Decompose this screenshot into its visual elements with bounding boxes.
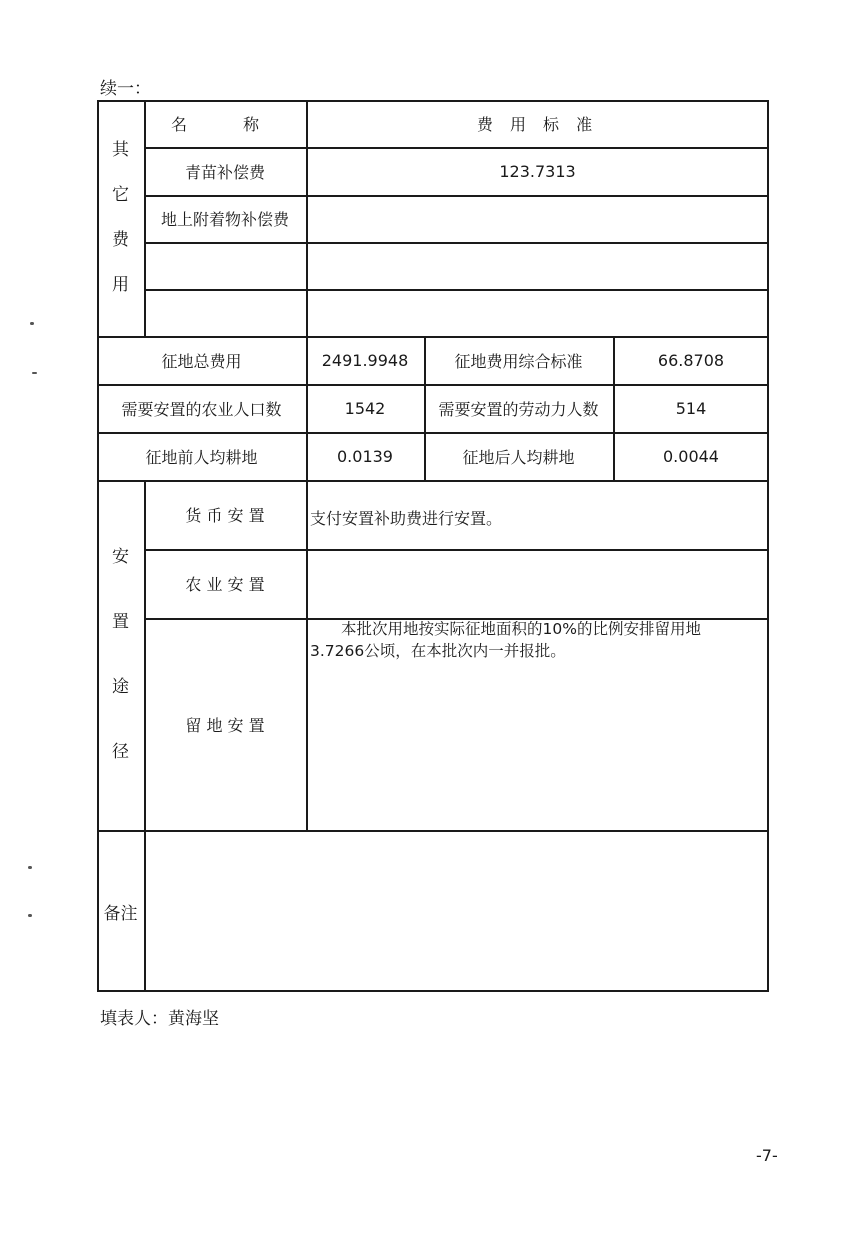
- scan-speck: [28, 914, 32, 917]
- remarks-label: 备注: [103, 903, 138, 924]
- total-cost-value: 2491.9948: [321, 350, 409, 370]
- section-char: 安: [112, 547, 129, 567]
- agricultural-resettlement-label: 农 业 安 置: [185, 575, 265, 594]
- cost-item-value: [306, 242, 769, 289]
- cost-item-name: 青苗补偿费: [184, 162, 265, 182]
- cost-item-value: [306, 289, 769, 336]
- form-filler: 填表人：黄海坚: [100, 1009, 219, 1029]
- reserved-land-resettlement-label: 留 地 安 置: [185, 715, 265, 735]
- column-header-standard: 费 用 标 准: [476, 115, 599, 134]
- land-per-capita-before-label: 征地前人均耕地: [145, 447, 258, 467]
- scan-speck: [32, 372, 37, 374]
- cost-item-name: [144, 242, 306, 289]
- labor-count-label: 需要安置的劳动力人数: [438, 399, 599, 419]
- column-header-name: 名 称: [170, 115, 279, 134]
- cost-item-name: [144, 289, 306, 336]
- cost-item-name: 地上附着物补偿费: [160, 210, 289, 229]
- cost-item-value: 123.7313: [499, 161, 576, 181]
- reserved-text-line: 3.7266公顷，在本批次内一并报批。: [310, 642, 566, 660]
- section-char: 它: [112, 185, 129, 205]
- monetary-resettlement-label: 货 币 安 置: [185, 506, 265, 525]
- page-number: -7-: [756, 1146, 778, 1165]
- reserved-text-line: 本批次用地按实际征地面积的10%的比例安排留用地: [310, 620, 701, 638]
- monetary-resettlement-value: 支付安置补助费进行安置。: [310, 509, 503, 528]
- other-costs-section-label: [97, 100, 144, 336]
- continued-label: 续一：: [100, 79, 151, 99]
- total-cost-label: 征地总费用: [161, 351, 242, 371]
- agricultural-resettlement-value: [306, 549, 769, 618]
- section-char: 置: [112, 612, 129, 632]
- land-per-capita-after-value: 0.0044: [663, 446, 719, 466]
- cost-item-value: [306, 195, 769, 242]
- scan-speck: [30, 322, 34, 325]
- land-per-capita-after-label: 征地后人均耕地: [462, 447, 575, 467]
- land-per-capita-before-value: 0.0139: [337, 446, 393, 466]
- remarks-value: [144, 830, 769, 992]
- composite-standard-label: 征地费用综合标准: [454, 351, 583, 371]
- section-char: 途: [112, 677, 129, 697]
- scan-speck: [28, 866, 32, 869]
- agri-population-label: 需要安置的农业人口数: [121, 399, 282, 419]
- resettlement-section-label: [97, 480, 144, 830]
- agri-population-value: 1542: [344, 398, 386, 418]
- section-char: 费: [112, 230, 129, 250]
- section-char: 径: [112, 742, 129, 762]
- reserved-land-resettlement-value: [306, 618, 769, 830]
- section-char: 用: [112, 275, 129, 295]
- labor-count-value: 514: [675, 398, 707, 418]
- section-char: 其: [112, 140, 129, 160]
- land-acquisition-form-table: [97, 100, 769, 992]
- composite-standard-value: 66.8708: [657, 350, 725, 370]
